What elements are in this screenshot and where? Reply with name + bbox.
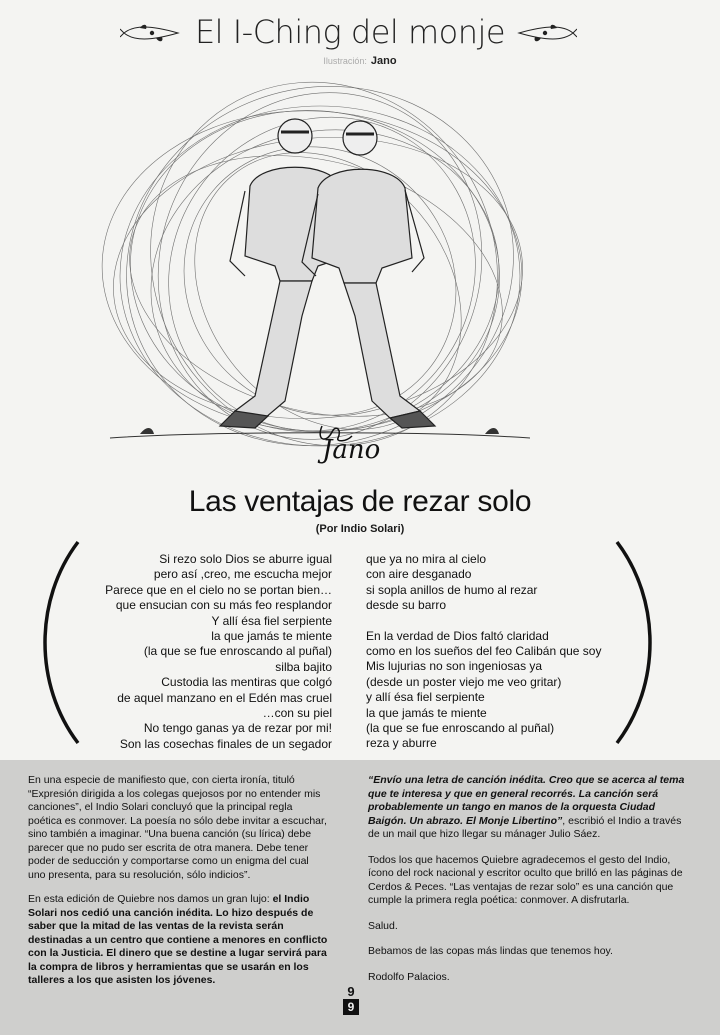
lyric-line: que ensucian con su más feo resplandor xyxy=(115,598,332,613)
lyric-line: si sopla anillos de humo al rezar xyxy=(366,582,538,597)
article-right-column xyxy=(368,774,694,996)
magazine-section-title: El I-Ching del monje xyxy=(194,13,506,51)
lyric-line: (desde un poster viejo me veo gritar) xyxy=(366,674,562,689)
header xyxy=(0,8,720,52)
article-paragraph: En una especie de manifiesto que, con cierta ironía, tituló “Expresión dirigida a los colegas quejosos por no entender mis canciones”, el Indio Solari concluyó que la principal regla poética es conmover. La poesía no sólo debe invitar a escuchar, sino también a imaginar. “Una buena canción (su lírica) debe parecer que no pudo ser escrita de otra manera. Debe tener poder de seducción y comportarse como un enigma del cual uno presenta, para su resolución, sólo indicios”. xyxy=(28,774,327,881)
article-paragraph xyxy=(368,774,694,842)
article-paragraph: Bebamos de las copas más lindas que tenemos hoy. xyxy=(368,945,613,957)
article-text: , escribió el Indio a través de un mail que hizo llegar su mánager Julio Sáez. xyxy=(368,814,682,840)
article-paragraph: Salud. xyxy=(368,919,398,932)
lyrics-right-column xyxy=(366,552,626,752)
lyric-line: desde su barro xyxy=(366,598,447,613)
lyric-line: Si rezo solo Dios se aburre igual xyxy=(159,552,332,566)
song-title: Las ventajas de rezar solo xyxy=(188,485,532,518)
indio-quote: “Envío una letra de canción inédita. Creo que se acerca al tema que te interesa y que en general recorrés. La canción será probablemente un tango en manos de la orquesta Ciudad Baigón. Un abrazo. El Monje Libertino” xyxy=(368,774,685,827)
left-parenthesis-icon xyxy=(42,540,82,745)
page-number-bottom: 9 xyxy=(343,999,359,1015)
lyric-line: reza y aburre xyxy=(366,736,437,751)
lyric-line: con aire desganado xyxy=(366,567,472,582)
lyric-line: En la verdad de Dios faltó claridad xyxy=(366,628,549,643)
lyric-line: Son las cosechas finales de un segador xyxy=(119,736,332,751)
lyric-line: Parece que en el cielo no se portan bien… xyxy=(105,582,332,597)
lyric-line: (la que se fue enroscando al puñal) xyxy=(366,721,555,736)
article-bold-text: el Indio Solari nos cedió una canción inédita. Lo hizo después de saber que la mitad de las ventas de la revista serán destinadas a un centro que contiene a menores en conflicto con la Justicia. El dinero que se destine a lugar servirá para la compra de libros y herramientas que se usarán en los talleres a los que asisten los jóvenes. xyxy=(28,893,328,986)
lyric-line: pero así ,creo, me escucha mejor xyxy=(153,567,332,582)
floral-ornament-icon xyxy=(515,22,577,44)
illustration-two-monks xyxy=(90,66,550,466)
lyric-line: (la que se fue enroscando al puñal) xyxy=(143,644,332,659)
stanza-gap xyxy=(366,614,626,629)
lyric-line: …con su piel xyxy=(262,706,332,721)
page-number-top: 9 xyxy=(347,984,355,999)
article-paragraph: Todos los que hacemos Quiebre agradecemos el gesto del Indio, ícono del rock nacional y escritor oculto que brilló en las páginas de Cerdos & Peces. “Las ventajas de rezar solo” es una canción que cumple la primera regla poética: conmover. A disfrutarla. xyxy=(368,853,683,906)
lyric-line: Y allí ésa fiel serpiente xyxy=(211,613,332,628)
article-paragraph xyxy=(28,893,328,988)
lyric-line: la que jamás te miente xyxy=(211,629,332,644)
lyric-line: silba bajito xyxy=(275,659,332,674)
lyric-line: como en los sueños del feo Calibán que soy xyxy=(366,644,602,659)
lyric-line: de aquel manzano en el Edén mas cruel xyxy=(117,690,332,705)
signature-jano: Jano xyxy=(322,435,381,465)
article-text: En esta edición de Quiebre nos damos un gran lujo: xyxy=(28,893,273,905)
article-left-column xyxy=(28,774,328,1000)
lyric-line: Custodia las mentiras que colgó xyxy=(161,675,332,690)
lyric-line: que ya no mira al cielo xyxy=(366,552,487,566)
credit-label: Ilustración: xyxy=(323,56,367,66)
lyrics-left-column xyxy=(90,552,332,752)
page-number xyxy=(340,985,362,1015)
lyric-line: No tengo ganas ya de rezar por mi! xyxy=(143,721,332,736)
lyric-line: la que jamás te miente xyxy=(366,705,487,720)
lyric-line: Mis lujurias no son ingeniosas ya xyxy=(366,659,543,674)
lyric-line: y allí ésa fiel serpiente xyxy=(366,690,485,705)
article-signature: Rodolfo Palacios. xyxy=(368,970,450,983)
floral-ornament-icon xyxy=(120,22,182,44)
song-author: (Por Indio Solari) xyxy=(315,523,405,535)
credit-name: Jano xyxy=(370,55,397,67)
